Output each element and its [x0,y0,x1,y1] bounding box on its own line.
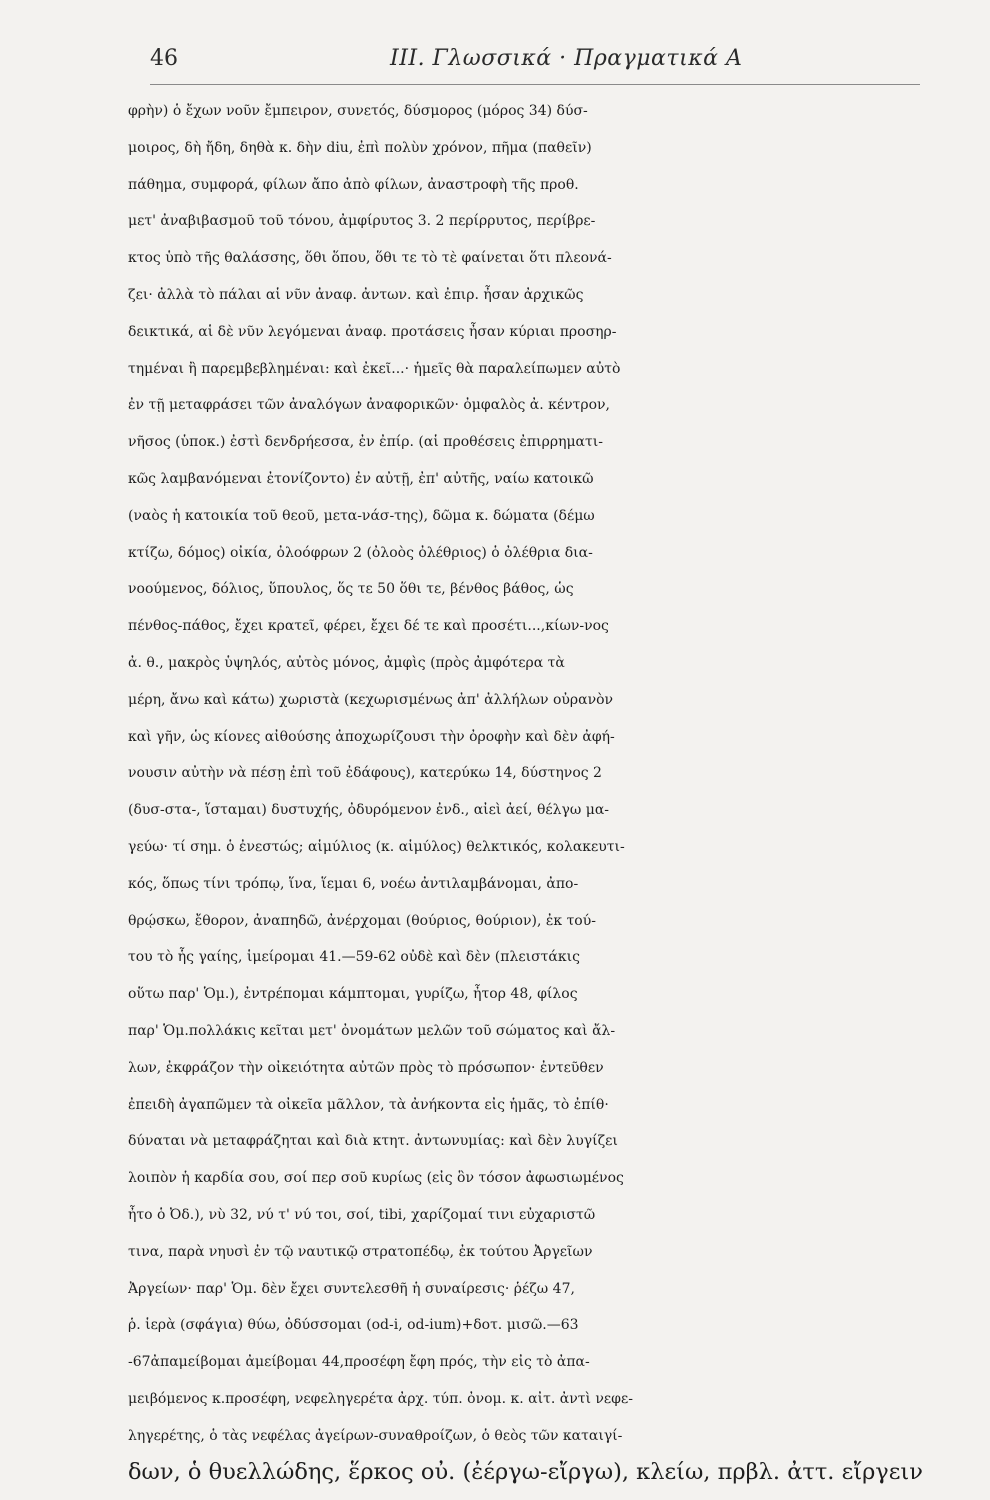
text-line: πένθος-πάθος, ἔχει κρατεῖ, φέρει, ἔχει δέ τε καὶ προσέτι...,κίων-νος [128,618,609,635]
text-line: μέρη, ἄνω καὶ κάτω) χωριστὰ (κεχωρισμένως ἀπ' ἀλλήλων οὐρανὸν [128,691,614,708]
text-line: λοιπὸν ἡ καρδία σου, σοί περ σοῦ κυρίως (εἰς ὃν τόσον ἀφωσιωμένος [128,1170,624,1187]
text-line: τινα, παρὰ νηυσὶ ἐν τῷ ναυτικῷ στρατοπέδῳ, ἐκ τούτου Ἀργεῖων [128,1243,593,1260]
text-line: Ἀργείων· παρ' Ὁμ. δὲν ἔχει συντελεσθῆ ἡ συναίρεσις· ῥέζω 47, [128,1280,575,1297]
text-line: ἦτο ὁ Ὀδ.), νὺ 32, νύ τ' νύ τοι, σοί, tibi, χαρίζομαί τινι εὐχαριστῶ [128,1206,596,1223]
text-line: ζει· ἀλλὰ τὸ πάλαι αἱ νῦν ἀναφ. ἀντων. καὶ ἐπιρ. ἦσαν ἀρχικῶς [128,286,584,303]
text-line: (δυσ-στα-, ἵσταμαι) δυστυχής, ὀδυρόμενον ἐνδ., αἰεὶ ἀεί, θέλγω μα- [128,802,610,819]
text-line: φρὴν) ὁ ἔχων νοῦν ἔμπειρον, συνετός, δύσμορος (μόρος 34) δύσ- [128,103,588,119]
text-line: θρῴσκω, ἔθορον, ἀναπηδῶ, ἀνέρχομαι (θούριος, θούριον), ἐκ τού- [128,912,596,929]
text-line: ἐν τῇ μεταφράσει τῶν ἀναλόγων ἀναφορικῶν· ὀμφαλὸς ἀ. κέντρον, [128,397,610,414]
text-line: μοιρος, δὴ ἤδη, δηθὰ κ. δὴν diu, ἐπὶ πολὺν χρόνον, πῆμα (παθεῖν) [128,139,592,156]
text-line: ῥ. ἱερὰ (σφάγια) θύω, ὀδύσσομαι (od-i, od-ium)+δοτ. μισῶ.—63 [128,1317,579,1334]
text-line: κτος ὑπὸ τῆς θαλάσσης, ὅθι ὅπου, ὅθι τε τὸ τὲ φαίνεται ὅτι πλεονά- [128,250,612,267]
text-line: γεύω· τί σημ. ὁ ἐνεστώς; αἱμύλιος (κ. αἱμύλος) θελκτικός, κολακευτι- [128,838,625,855]
text-line: -67ἀπαμείβομαι ἀμείβομαι 44,προσέφη ἔφη πρός, τὴν εἰς τὸ ἀπα- [128,1354,590,1371]
text-line: κῶς λαμβανόμεναι ἐτονίζοντο) ἐν αὐτῇ, ἐπ' αὐτῆς, ναίω κατοικῶ [128,470,594,487]
text-line: κτίζω, δόμος) οἰκία, ὀλοόφρων 2 (ὀλοὸς ὀλέθριος) ὁ ὀλέθρια δια- [128,544,593,561]
running-title: ΙΙΙ. Γλωσσικά · Πραγματικά Α [390,46,743,71]
text-line: τημέναι ἢ παρεμβεβλημέναι: καὶ ἐκεῖ...· ἡμεῖς θὰ παραλείπωμεν αὐτὸ [128,360,621,377]
text-line: ἐπειδὴ ἀγαπῶμεν τὰ οἰκεῖα μᾶλλον, τὰ ἀνήκοντα εἰς ἡμᾶς, τὸ ἐπίθ· [128,1096,609,1113]
running-header [150,40,920,80]
text-line: μειβόμενος κ.προσέφη, νεφεληγερέτα ἀρχ. τύπ. ὀνομ. κ. αἰτ. ἀντὶ νεφε- [128,1390,633,1407]
text-line: δων, ὁ θυελλώδης, ἕρκος οὐ. (ἐέργω-εἴργω), κλείω, πρβλ. ἀττ. εἴργειν [128,1459,923,1486]
text-line: οὕτω παρ' Ὁμ.), ἐντρέπομαι κάμπτομαι, γυρίζω, ἦτορ 48, φίλος [128,986,578,1003]
text-line: λων, ἐκφράζον τὴν οἰκειότητα αὐτῶν πρὸς τὸ πρόσωπον· ἐντεῦθεν [128,1059,604,1076]
page-number: 46 [150,46,178,71]
text-line: δύναται νὰ μεταφράζηται καὶ διὰ κτητ. ἀντωνυμίας: καὶ δὲν λυγίζει [128,1133,618,1150]
text-line: μετ' ἀναβιβασμοῦ τοῦ τόνου, ἀμφίρυτος 3. 2 περίρρυτος, περίβρε- [128,213,596,230]
text-line: καὶ γῆν, ὡς κίονες αἰθούσης ἀποχωρίζουσι τὴν ὀροφὴν καὶ δὲν ἀφή- [128,728,615,745]
text-line: (ναὸς ἡ κατοικία τοῦ θεοῦ, μετα-νάσ-της), δῶμα κ. δώματα (δέμω [128,507,595,524]
text-line: πάθημα, συμφορά, φίλων ἄπο ἀπὸ φίλων, ἀναστροφὴ τῆς προθ. [128,176,579,193]
commentary-text [128,93,924,1491]
text-line: δεικτικά, αἱ δὲ νῦν λεγόμεναι ἀναφ. προτάσεις ἦσαν κύριαι προσηρ- [128,323,617,340]
text-line: του τὸ ἧς γαίης, ἱμείρομαι 41.—59-62 οὐδὲ καὶ δὲν (πλειστάκις [128,949,580,966]
text-line: νοούμενος, δόλιος, ὕπουλος, ὅς τε 50 ὅθι τε, βένθος βάθος, ὡς [128,581,574,598]
text-line: νῆσος (ὑποκ.) ἐστὶ δενδρήεσσα, ἐν ἐπίρ. (αἱ προθέσεις ἐπιρρηματι- [128,434,603,451]
text-line: παρ' Ὁμ.πολλάκις κεῖται μετ' ὀνομάτων μελῶν τοῦ σώματος καὶ ἄλ- [128,1022,616,1039]
text-line: κός, ὅπως τίνι τρόπῳ, ἵνα, ἵεμαι 6, νοέω ἀντιλαμβάνομαι, ἀπο- [128,875,579,892]
text-line: ἀ. θ., μακρὸς ὑψηλός, αὐτὸς μόνος, ἀμφὶς (πρὸς ἀμφότερα τὰ [128,654,565,671]
text-line: νουσιν αὐτὴν νὰ πέσῃ ἐπὶ τοῦ ἐδάφους), κατερύκω 14, δύστηνος 2 [128,765,602,782]
text-line: ληγερέτης, ὁ τὰς νεφέλας ἀγείρων-συναθροίζων, ὁ θεὸς τῶν καταιγί- [128,1427,623,1444]
header-rule [150,84,920,85]
